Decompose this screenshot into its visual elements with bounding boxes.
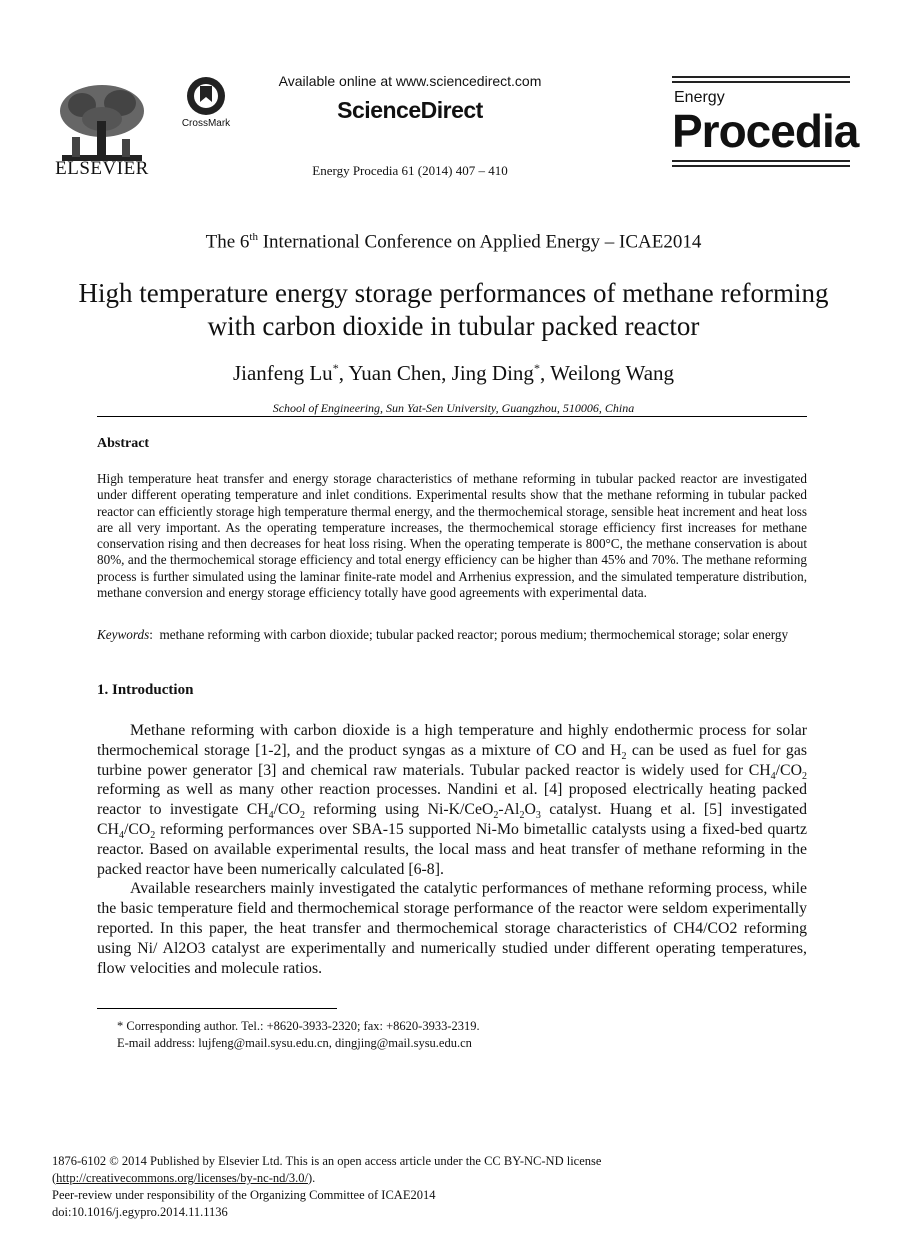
footnote-divider xyxy=(97,1008,337,1009)
license-link[interactable]: http://creativecommons.org/licenses/by-nc-nd/3.0/ xyxy=(56,1171,308,1185)
author: Weilong Wang xyxy=(550,361,675,385)
journal-reference: Energy Procedia 61 (2014) 407 – 410 xyxy=(312,163,508,178)
author-list: Jianfeng Lu*, Yuan Chen, Jing Ding*, Weilong Wang xyxy=(232,361,675,385)
journal-logo-bottom-rules xyxy=(672,160,850,170)
journal-logo-procedia: Procedia xyxy=(672,105,859,157)
author: Jing Ding xyxy=(451,361,534,385)
peer-review-line: Peer-review under responsibility of the Organizing Committee of ICAE2014 xyxy=(52,1188,436,1202)
doi-line[interactable]: doi:10.1016/j.egypro.2014.11.1136 xyxy=(52,1205,228,1219)
author: Jianfeng Lu xyxy=(232,361,333,385)
copyright-line: 1876-6102 © 2014 Published by Elsevier Ltd. This is an open access article under the CC BY-NC-ND license xyxy=(52,1154,602,1168)
email-note: E-mail address: lujfeng@mail.sysu.edu.cn, dingjing@mail.sysu.edu.cn xyxy=(117,1036,472,1050)
license-line: (http://creativecommons.org/licenses/by-nc-nd/3.0/). xyxy=(52,1171,316,1185)
paper-title: High temperature energy storage performances of methane reforming with carbon dioxide in tubular packed reactor xyxy=(78,278,829,341)
sciencedirect-logo: ScienceDirect xyxy=(337,97,483,123)
available-online-link[interactable]: Available online at www.sciencedirect.com xyxy=(278,73,542,89)
journal-logo-top-rules xyxy=(672,76,850,86)
conference-name: The 6th International Conference on Applied Energy – ICAE2014 xyxy=(205,231,702,253)
publisher-name: ELSEVIER xyxy=(55,158,149,179)
corresponding-author-note: * Corresponding author. Tel.: +8620-3933-2320; fax: +8620-3933-2319. xyxy=(117,1019,480,1033)
divider xyxy=(97,416,807,417)
author: Yuan Chen xyxy=(348,361,442,385)
crossmark-label: CrossMark xyxy=(181,118,231,129)
affiliation: School of Engineering, Sun Yat-Sen University, Guangzhou, 510006, China xyxy=(272,401,635,415)
abstract-heading: Abstract xyxy=(97,436,150,451)
section-heading: 1. Introduction xyxy=(97,682,194,698)
abstract-text: High temperature heat transfer and energy storage characteristics of methane reforming in tubular packed reactor are investigated under different operating temperature and inlet conditions. Experimental results show that the methane reforming in tubular packed reactor can efficiently storage high temperature thermal energy, and the thermochemical storage, sensible heat increment and heat loss are all very important. As the operating temperature increases, the thermochemical storage efficiency first increases for methane conservation rising and then decreases for heat loss rising. When the operating temperate is 800°C, the methane conservation is about 80%, and the thermochemical storage efficiency and total energy efficiency can be higher than 45% and 70%. The methane reforming process is further simulated using the laminar finite-rate model and Arrhenius expression, and the simulated temperature distribution, methane conversion and energy storage efficiency totally have good agreements with experimental data. xyxy=(97,471,807,601)
introduction-body xyxy=(97,721,807,978)
paragraph: Available researchers mainly investigated the catalytic performances of methane reforming process, while the basic temperature field and thermochemical storage performance of the reactor were seldom experimentally reported. In this paper, the heat transfer and thermochemical storage characteristics of CH4/CO2 reforming using Ni/ Al2O3 catalyst are experimentally and numerically studied under different operating temperatures, flow velocities and molecule ratios. xyxy=(97,880,807,977)
keywords: Keywords: methane reforming with carbon dioxide; tubular packed reactor; porous medium; thermochemical storage; solar energy xyxy=(97,627,789,642)
copyright-footer xyxy=(52,1153,852,1221)
journal-logo-energy: Energy xyxy=(674,89,725,106)
paragraph: Methane reforming with carbon dioxide is a high temperature and highly endothermic process for solar thermochemical storage [1-2], and the product syngas as a mixture of CO and $H_2$ can be used as fuel for gas turbine power generator [3] and chemical raw materials. Tubular packed reactor is widely used for $CH_4/CO_2$ reforming as well as many other reaction processes. Nandini et al. [4] proposed electrically heating packed reactor to investigate $CH_4/CO_2$ reforming using $Ni-K/CeO_2-Al_2O_3$ catalyst. Huang et al. [5] investigated $CH_4/CO_2$ reforming performances over SBA-15 supported Ni-Mo bimetallic catalysts using a fixed-bed quartz reactor. Based on available experimental results, the local mass and heat transfer of methane reforming in the packed reactor have been numerically calculated [6-8]. xyxy=(97,722,807,878)
